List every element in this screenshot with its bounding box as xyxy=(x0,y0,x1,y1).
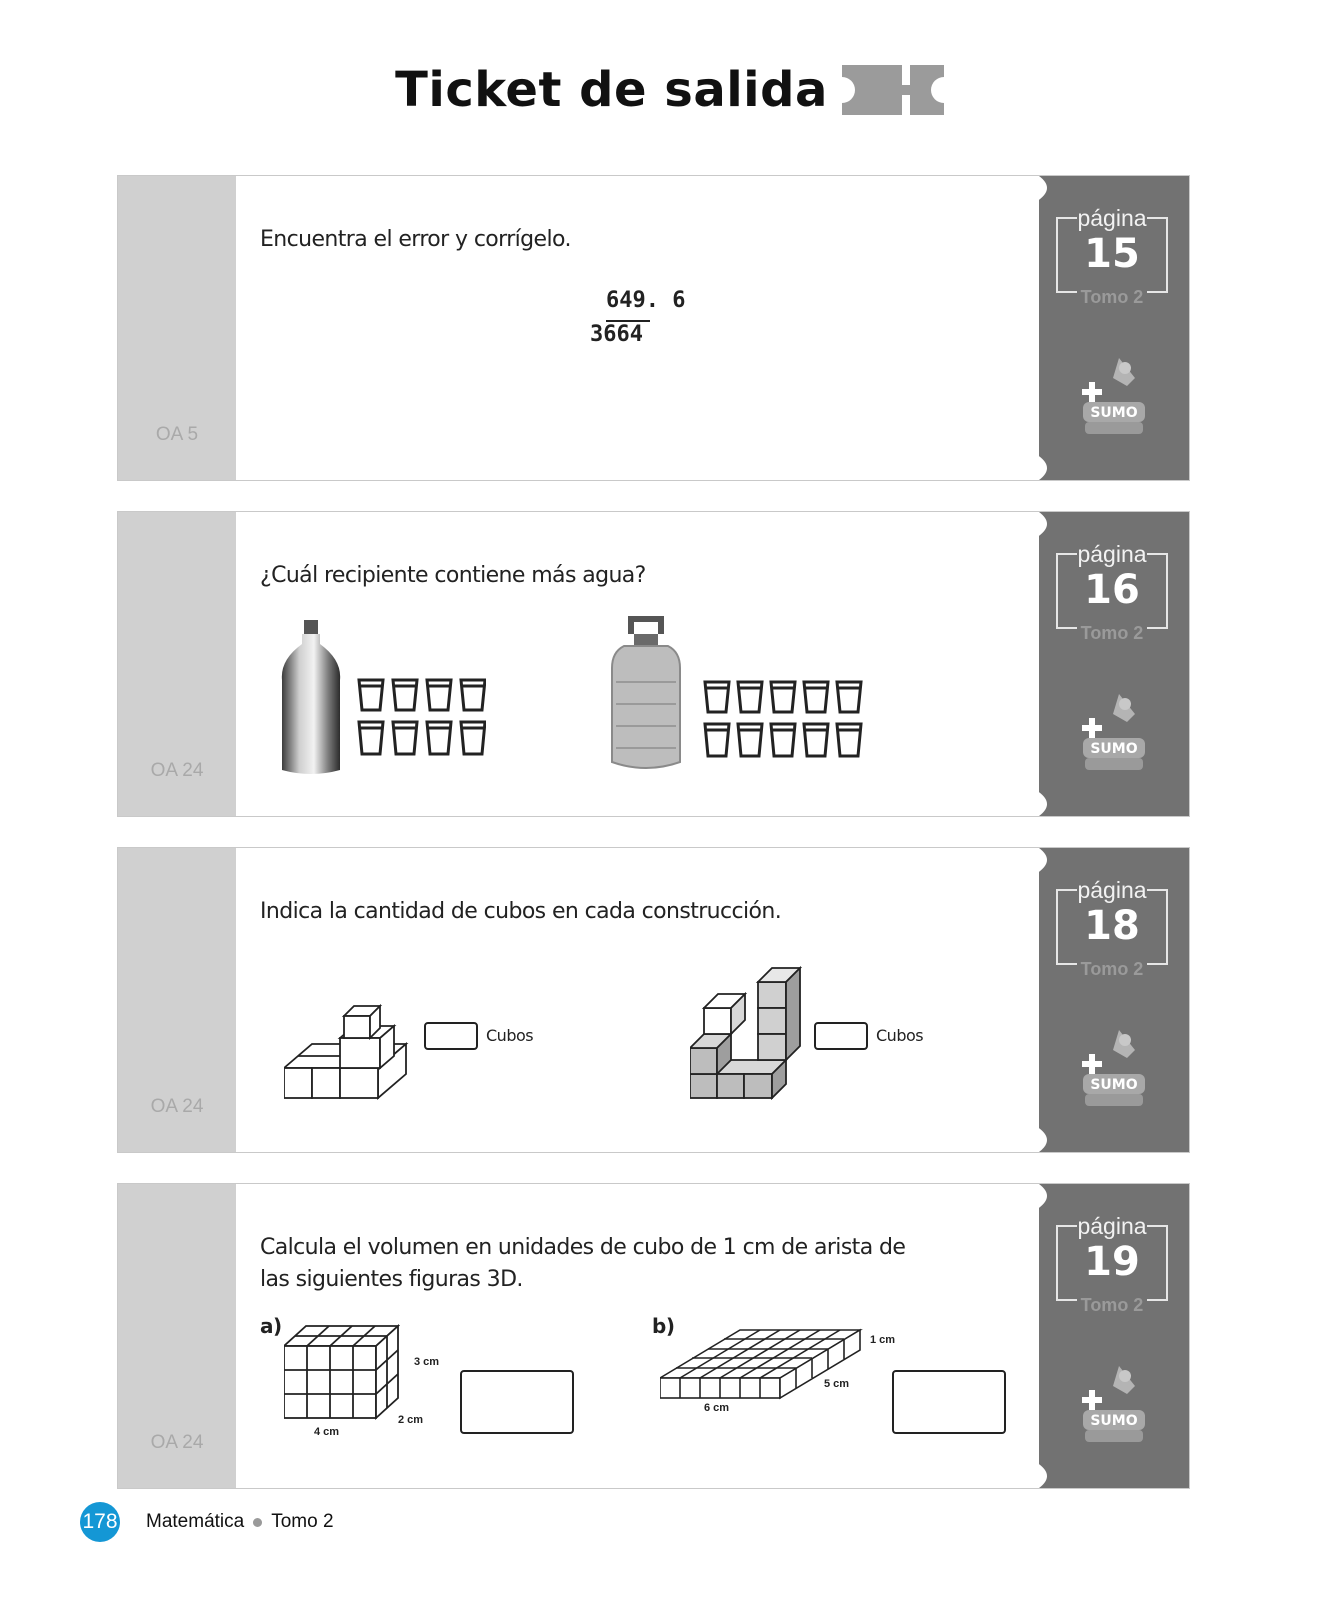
cubes-label-b: Cubos xyxy=(876,1026,924,1045)
cubes-answer-box-b[interactable] xyxy=(814,1022,868,1050)
volume-answer-box-b[interactable] xyxy=(892,1370,1006,1434)
sumo-primero-logo xyxy=(1079,1364,1149,1448)
ticket-icon xyxy=(842,65,944,115)
ticket-page-panel xyxy=(1039,512,1189,816)
ticket-question: Indica la cantidad de cubos en cada construcción. xyxy=(260,899,782,924)
oa-label: OA 5 xyxy=(155,424,199,445)
svg-text:SUMO: SUMO xyxy=(1090,405,1138,421)
tomo-label: Tomo 2 xyxy=(1080,623,1144,643)
division-result: 3664 xyxy=(590,322,643,347)
cube-construction-a xyxy=(284,998,414,1100)
ticket-page-panel xyxy=(1039,176,1189,480)
ticket-notch xyxy=(1039,848,1055,1152)
prism-figure-b xyxy=(660,1328,866,1404)
tomo-label: Tomo 2 xyxy=(1080,959,1144,979)
ticket-notch xyxy=(1039,1184,1055,1488)
ticket-question: Encuentra el error y corrígelo. xyxy=(260,227,571,252)
part-b-label: b) xyxy=(652,1314,675,1338)
oa-label: OA 24 xyxy=(150,1432,204,1453)
svg-text:SUMO: SUMO xyxy=(1090,1413,1138,1429)
page-reference xyxy=(1055,541,1169,643)
svg-text:SUMO: SUMO xyxy=(1090,741,1138,757)
metal-bottle-image xyxy=(278,620,344,776)
volume-answer-box-a[interactable] xyxy=(460,1370,574,1434)
exit-ticket-1 xyxy=(117,175,1190,481)
footer-volume: Tomo 2 xyxy=(271,1511,334,1532)
ticket-page-panel xyxy=(1039,848,1189,1152)
sumo-primero-logo xyxy=(1079,356,1149,440)
part-a-width: 4 cm xyxy=(314,1426,340,1438)
sumo-primero-logo xyxy=(1079,1028,1149,1112)
page-word: página xyxy=(1077,541,1147,567)
page-reference xyxy=(1055,877,1169,979)
page-reference xyxy=(1055,1213,1169,1315)
footer-separator-dot xyxy=(253,1518,262,1527)
footer-subject: Matemática xyxy=(146,1511,245,1532)
svg-text:SUMO: SUMO xyxy=(1090,1077,1138,1093)
part-b-depth: 5 cm xyxy=(824,1378,850,1390)
page-number: 15 xyxy=(1084,231,1140,277)
ticket-page-panel xyxy=(1039,1184,1189,1488)
ticket-question-line-1: Calcula el volumen en unidades de cubo de 1 cm de arista de xyxy=(260,1235,906,1260)
exit-ticket-3 xyxy=(117,847,1190,1153)
part-b-height: 1 cm xyxy=(870,1334,896,1346)
page-word: página xyxy=(1077,205,1147,231)
page-reference xyxy=(1055,205,1169,307)
part-a-label: a) xyxy=(260,1314,282,1338)
footer-page-number: 178 xyxy=(80,1502,120,1542)
ticket-question: ¿Cuál recipiente contiene más agua? xyxy=(260,563,646,588)
oa-label: OA 24 xyxy=(150,1096,204,1117)
sumo-primero-logo xyxy=(1079,692,1149,776)
cube-construction-b xyxy=(690,960,802,1100)
part-a-height: 3 cm xyxy=(414,1356,440,1368)
page-number: 19 xyxy=(1084,1239,1140,1285)
page-word: página xyxy=(1077,1213,1147,1239)
division-dividend: 649. 6 xyxy=(606,288,686,313)
page-number: 16 xyxy=(1084,567,1140,613)
exit-ticket-2 xyxy=(117,511,1190,817)
tomo-label: Tomo 2 xyxy=(1080,287,1144,307)
cubes-label-a: Cubos xyxy=(486,1026,534,1045)
page-number: 18 xyxy=(1084,903,1140,949)
glass-group-8 xyxy=(356,676,486,760)
exit-ticket-4 xyxy=(117,1183,1190,1489)
page-title: Ticket de salida xyxy=(395,62,828,118)
footer-text xyxy=(146,1511,334,1533)
page-footer xyxy=(80,1502,334,1542)
part-a-depth: 2 cm xyxy=(398,1414,424,1426)
ticket-question-line-2: las siguientes figuras 3D. xyxy=(260,1267,523,1292)
page-header xyxy=(0,62,1339,118)
part-b-width: 6 cm xyxy=(704,1402,730,1414)
water-jug-image xyxy=(610,612,682,774)
cubes-answer-box-a[interactable] xyxy=(424,1022,478,1050)
ticket-notch xyxy=(1039,176,1055,480)
tomo-label: Tomo 2 xyxy=(1080,1295,1144,1315)
prism-figure-a xyxy=(284,1324,400,1430)
glass-group-10 xyxy=(702,678,866,762)
oa-label: OA 24 xyxy=(150,760,204,781)
page-word: página xyxy=(1077,877,1147,903)
ticket-notch xyxy=(1039,512,1055,816)
